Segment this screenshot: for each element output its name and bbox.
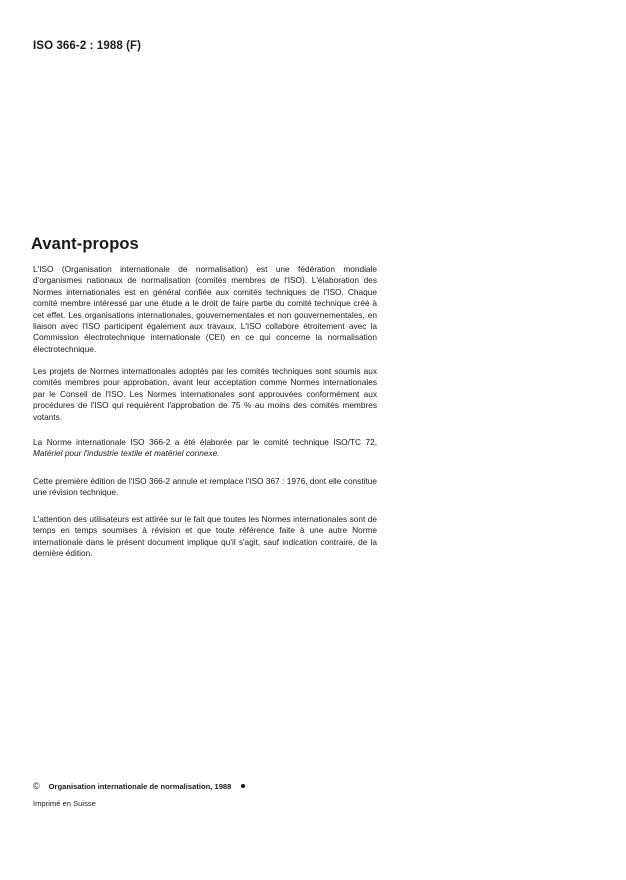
- paragraph-approval-process: Les projets de Normes internationales adoptés par les comités techniques sont soumis aux comités membres pour approbation, avant leur acceptation comme Normes internationales par le Conseil de l'ISO. Les Normes internationales sont approuvées conformément aux procédures de l'ISO qui requièrent l'approbation de 75 % au moins des comités membres votants.: [33, 366, 377, 422]
- paragraph-iso-description: L'ISO (Organisation internationale de normalisation) est une fédération mondiale d'organismes nationaux de normalisation (comités membres de l'ISO). L'élaboration des Normes internationales est en général confiée aux comités techniques de l'ISO. Chaque comité membre intéressé par une étude a le droit de faire partie du comité technique créé à cet effet. Les organisations internationales, gouvernementales et non gouvernementales, en liaison avec l'ISO participent également aux travaux. L'ISO collabore étroitement avec la Commission électrotechnique internationale (CEI) en ce qui concerne la normalisation électrotechnique.: [33, 264, 377, 354]
- paragraph-committee: [33, 437, 377, 460]
- copyright-line: [33, 781, 245, 791]
- copyright-organization: Organisation internationale de normalisation, 1988: [48, 781, 232, 791]
- bullet-icon: [241, 784, 245, 788]
- committee-name: Matériel pour l'industrie textile et matériel connexe.: [33, 448, 220, 459]
- committee-text: La Norme internationale ISO 366-2 a été élaborée par le comité technique ISO/TC 72,: [33, 437, 377, 447]
- printed-in: Imprimé en Suisse: [33, 799, 96, 808]
- paragraph-revision-notice: L'attention des utilisateurs est attirée sur le fait que toutes les Normes internationales sont de temps en temps soumises à révision et que toute référence faite à une autre Norme internationale dans le présent document implique qu'il s'agit, sauf indication contraire, de la dernière édition.: [33, 514, 377, 559]
- standard-header: ISO 366-2 : 1988 (F): [33, 40, 142, 52]
- paragraph-edition: Cette première édition de l'ISO 366-2 annule et remplace l'ISO 367 : 1976, dont elle constitue une révision technique.: [33, 476, 377, 498]
- copyright-icon: ©: [33, 781, 40, 791]
- section-title: Avant-propos: [31, 235, 139, 253]
